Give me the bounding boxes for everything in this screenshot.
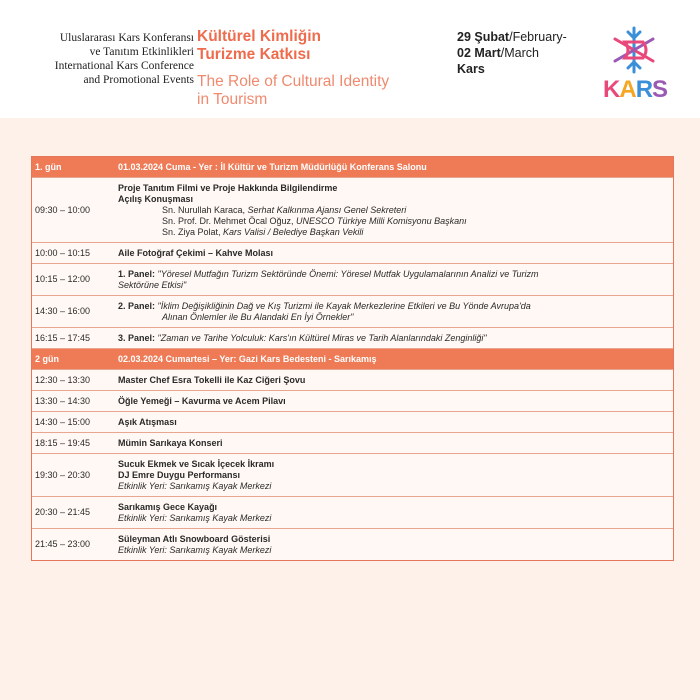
kars-logo — [603, 24, 668, 114]
row-title: Açılış Konuşması — [118, 194, 194, 204]
row-place: Etkinlik Yeri: Sarıkamış Kayak Merkezi — [118, 545, 272, 555]
schedule-row — [32, 296, 673, 328]
row-time: 16:15 – 17:45 — [35, 332, 91, 343]
row-time: 20:30 – 21:45 — [35, 507, 91, 517]
row-time: 12:30 – 13:30 — [35, 374, 91, 385]
day-header-1 — [32, 157, 673, 178]
conference-line: and Promotional Events — [83, 74, 194, 86]
schedule-row — [32, 328, 673, 349]
date-end: 02 Mart — [457, 46, 501, 60]
program-table — [31, 156, 674, 561]
row-place: Etkinlik Yeri: Sarıkamış Kayak Merkezi — [118, 513, 272, 523]
title-line: in Tourism — [197, 91, 268, 108]
row-time: 09:30 – 10:00 — [35, 204, 91, 215]
schedule-row — [32, 412, 673, 433]
row-title: Öğle Yemeği – Kavurma ve Acem Pilavı — [118, 396, 286, 406]
schedule-row — [32, 529, 673, 560]
logo-letter: A — [619, 76, 636, 103]
speaker-name: Sn. Nurullah Karaca, — [162, 205, 248, 215]
panel-label: 3. Panel: — [118, 333, 158, 343]
speaker — [118, 205, 667, 216]
panel-title: Alınan Önlemler ile Bu Alandaki En İyi Örnekler" — [162, 312, 354, 322]
conference-line: International Kars Conference — [54, 60, 194, 72]
schedule-row — [32, 454, 673, 497]
header — [0, 0, 700, 118]
row-title: Mümin Sarıkaya Konseri — [118, 438, 223, 448]
row-title: Master Chef Esra Tokelli ile Kaz Ciğeri Şovu — [118, 375, 306, 385]
title-line: Kültürel Kimliğin — [197, 28, 321, 45]
schedule-row — [32, 243, 673, 264]
schedule-row — [32, 391, 673, 412]
row-place: Etkinlik Yeri: Sarıkamış Kayak Merkezi — [118, 481, 272, 491]
row-title: Aşık Atışması — [118, 417, 177, 427]
speaker — [118, 227, 667, 238]
panel-title: "İklim Değişikliğinin Dağ ve Kış Turizmi ile Kayak Merkezlerine Etkileri ve Bu Yönde Avrupa'da — [157, 301, 531, 311]
conference-name — [31, 31, 194, 87]
row-time: 13:30 – 14:30 — [35, 395, 91, 406]
title-line: Turizme Katkısı — [197, 46, 311, 63]
row-title: Sucuk Ekmek ve Sıcak İçecek İkramı — [118, 459, 275, 469]
row-time: 10:15 – 12:00 — [35, 274, 91, 284]
conference-line: Uluslararası Kars Konferansı — [59, 32, 194, 44]
schedule-row — [32, 433, 673, 454]
panel-title: "Yöresel Mutfağın Turizm Sektöründe Önemi: Yöresel Mutfak Uygulamalarının Analizi ve Turizm — [157, 269, 539, 279]
row-time: 21:45 – 23:00 — [35, 539, 91, 549]
speaker-role: UNESCO Türkiye Milli Komisyonu Başkanı — [296, 216, 467, 226]
event-dates — [457, 29, 567, 77]
row-time: 14:30 – 15:00 — [35, 416, 91, 427]
row-time: 10:00 – 10:15 — [35, 247, 91, 258]
day-label: 2 gün — [35, 353, 59, 364]
schedule-row — [32, 178, 673, 243]
schedule-row — [32, 370, 673, 391]
logo-letter: S — [652, 76, 668, 103]
row-title: DJ Emre Duygu Performansı — [118, 470, 241, 480]
panel-title: Sektörüne Etkisi" — [118, 280, 187, 290]
row-title: Proje Tanıtım Filmi ve Proje Hakkında Bilgilendirme — [118, 183, 338, 193]
schedule-row — [32, 497, 673, 529]
panel-label: 2. Panel: — [118, 301, 158, 311]
conference-line: ve Tanıtım Etkinlikleri — [89, 46, 194, 58]
date-start-en: /February- — [509, 30, 567, 44]
speaker — [118, 216, 667, 227]
speaker-role: Kars Valisi / Belediye Başkan Vekili — [223, 227, 364, 237]
row-title: Sarıkamış Gece Kayağı — [118, 502, 218, 512]
row-title: Aile Fotoğraf Çekimi – Kahve Molası — [118, 248, 274, 258]
date-end-en: /March — [500, 46, 539, 60]
row-time: 18:15 – 19:45 — [35, 437, 91, 448]
speaker-name: Sn. Prof. Dr. Mehmet Öcal Oğuz, — [162, 216, 297, 226]
panel-label: 1. Panel: — [118, 269, 158, 279]
logo-letter: K — [603, 76, 620, 103]
speaker-name: Sn. Ziya Polat, — [162, 227, 224, 237]
title-english — [197, 73, 389, 109]
panel-title: "Zaman ve Tarihe Yolculuk: Kars'ın Kültürel Miras ve Tarih Alanlarındaki Zenginliği" — [157, 333, 487, 343]
day-title: 02.03.2024 Cumartesi – Yer: Gazi Kars Bedesteni - Sarıkamış — [118, 353, 377, 364]
title-line: The Role of Cultural Identity — [197, 73, 390, 90]
day-label: 1. gün — [35, 161, 62, 172]
day-header-2 — [32, 349, 673, 370]
logo-text — [603, 76, 668, 104]
title-turkish — [197, 28, 321, 64]
logo-letter: R — [635, 76, 653, 103]
event-place: Kars — [457, 62, 485, 76]
schedule-row — [32, 264, 673, 296]
row-time: 14:30 – 16:00 — [35, 306, 91, 316]
row-title: Süleyman Atlı Snowboard Gösterisi — [118, 534, 271, 544]
speaker-role: Serhat Kalkınma Ajansı Genel Sekreteri — [247, 205, 407, 215]
day-title: 01.03.2024 Cuma - Yer : İl Kültür ve Turizm Müdürlüğü Konferans Salonu — [118, 161, 427, 172]
row-time: 19:30 – 20:30 — [35, 469, 91, 480]
snowflake-icon — [603, 24, 665, 76]
date-start: 29 Şubat — [457, 30, 510, 44]
